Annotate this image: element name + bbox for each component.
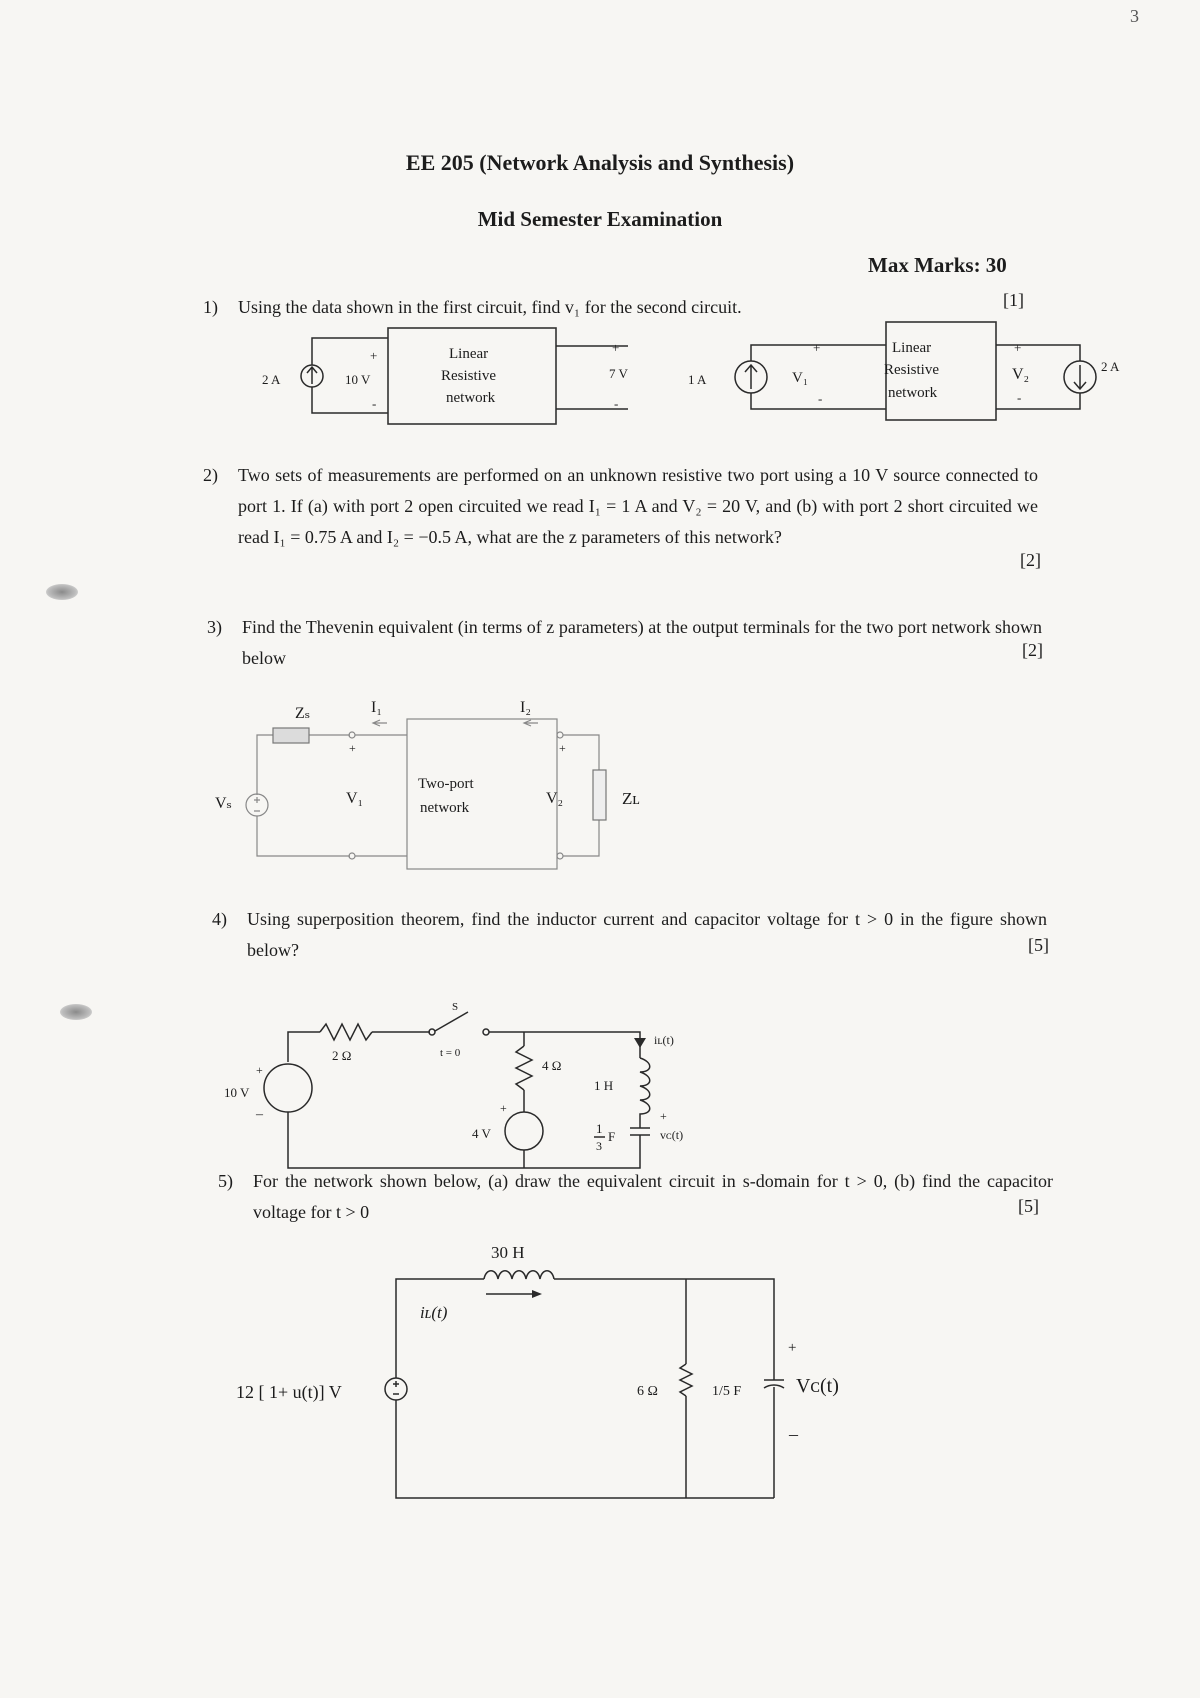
question-1-marks: [1] — [1003, 290, 1024, 310]
question-number: 1) — [203, 297, 218, 317]
question-text: For the network shown below, (a) draw the equivalent circuit in s-domain for t > 0, (b) find the capacitor voltage for t > 0 — [253, 1171, 1053, 1222]
vc-label: Vᴄ(t) — [796, 1375, 839, 1397]
svg-text:+: + — [500, 1101, 507, 1115]
question-number: 4) — [212, 909, 227, 929]
r1-label: 2 Ω — [332, 1048, 352, 1063]
inductor-30h-label: 30 H — [491, 1243, 525, 1262]
c2-v1-minus: - — [818, 391, 823, 406]
svg-text:+: + — [660, 1109, 667, 1123]
switch-label: S — [452, 1001, 459, 1013]
svg-text:+: + — [349, 741, 356, 755]
two-port-box-line-2: network — [420, 800, 470, 816]
question-4-marks: [5] — [1028, 935, 1049, 955]
c2-v1-plus: + — [813, 340, 821, 355]
c2-v1-label: V₁ — [792, 370, 809, 386]
svg-text:+: + — [559, 741, 566, 755]
c2-v2-plus: + — [1014, 340, 1022, 355]
q4-src2-label: 4 V — [472, 1126, 491, 1141]
inductor-30h — [484, 1271, 554, 1279]
c1-out-plus: + — [612, 340, 620, 355]
c2-box-line-3: network — [888, 385, 938, 401]
c2-source-label: 1 A — [688, 372, 707, 387]
question-text: Using the data shown in the first circuit, find v₁ for the second circuit. — [238, 297, 742, 317]
resistor-6-ohm-label: 6 Ω — [637, 1384, 658, 1399]
c1-voltage-label: 10 V — [345, 372, 371, 387]
two-port-box-line-1: Two-port — [418, 776, 474, 792]
question-number: 3) — [207, 617, 222, 637]
page-number: 3 — [1130, 6, 1139, 26]
question-number: 5) — [218, 1171, 233, 1191]
c1-box-line-2: Resistive — [441, 368, 496, 384]
inductor-label: 1 H — [594, 1078, 614, 1093]
question-3-marks: [2] — [1022, 640, 1043, 660]
vc-label: vᴄ(t) — [660, 1128, 684, 1142]
i1-label: I₁ — [371, 699, 382, 716]
c1-box-line-3: network — [446, 390, 496, 406]
c1-source-label: 2 A — [262, 372, 281, 387]
course-title: EE 205 (Network Analysis and Synthesis) — [405, 150, 795, 175]
c1-out-minus: - — [614, 396, 619, 411]
svg-text:3: 3 — [596, 1139, 602, 1153]
zs-label: Zₛ — [295, 705, 311, 722]
i2-label: I₂ — [520, 699, 531, 716]
question-5-marks: [5] — [1018, 1196, 1039, 1216]
capacitor-label: F — [608, 1129, 616, 1144]
vs-label: Vₛ — [215, 795, 232, 812]
c2-source2-label: 2 A — [1101, 359, 1120, 374]
v2-label: V₂ — [546, 790, 564, 807]
c1-minus: - — [372, 396, 377, 411]
il-label: iʟ(t) — [420, 1303, 448, 1322]
capacitor-1-5f — [764, 1380, 784, 1498]
c1-plus: + — [370, 348, 378, 363]
vc-minus: – — [789, 1424, 798, 1444]
v1-label: V₁ — [346, 790, 364, 807]
svg-text:+: + — [256, 1063, 263, 1077]
question-text: Two sets of measurements are performed on an unknown resistive two port using a 10 V source connected to port 1. If (a) with port 2 open circuited we read I₁ = 1 A and V₂ = 20 V, and (b) with port 2 short circuited we read I₁ = 0.75 A and I₂ = −0.5 A, what are the z parameters of this network? — [238, 465, 1038, 547]
vc-plus: + — [788, 1340, 797, 1356]
capacitor-label: 1/5 F — [712, 1384, 742, 1399]
svg-text:1: 1 — [596, 1121, 603, 1136]
question-number: 2) — [203, 465, 218, 485]
il-label: iʟ(t) — [654, 1033, 674, 1047]
c1-box-line-1: Linear — [449, 346, 489, 362]
c2-v2-minus: - — [1017, 390, 1022, 405]
resistor-6-ohm — [680, 1364, 692, 1396]
question-text: Find the Thevenin equivalent (in terms of z parameters) at the output terminals for the two port network shown below — [242, 617, 1042, 668]
exam-title: Mid Semester Examination — [477, 207, 723, 231]
r2-label: 4 Ω — [542, 1058, 562, 1073]
q5-source-label: 12 [ 1+ u(t)] V — [236, 1382, 342, 1402]
zl-label: Zʟ — [622, 789, 640, 808]
question-2-marks: [2] — [1020, 550, 1041, 570]
question-text: Using superposition theorem, find the inductor current and capacitor voltage for t > 0 in the figure shown below? — [247, 909, 1047, 960]
c2-box-line-2: Resistive — [884, 362, 939, 378]
switch-time-label: t = 0 — [440, 1047, 461, 1059]
svg-text:–: – — [256, 1107, 263, 1122]
c2-v2-label: V₂ — [1012, 366, 1030, 383]
c2-box-line-1: Linear — [892, 340, 932, 356]
c1-output-label: 7 V — [609, 366, 628, 381]
q4-src1-label: 10 V — [224, 1085, 250, 1100]
max-marks: Max Marks: 30 — [868, 253, 1007, 277]
